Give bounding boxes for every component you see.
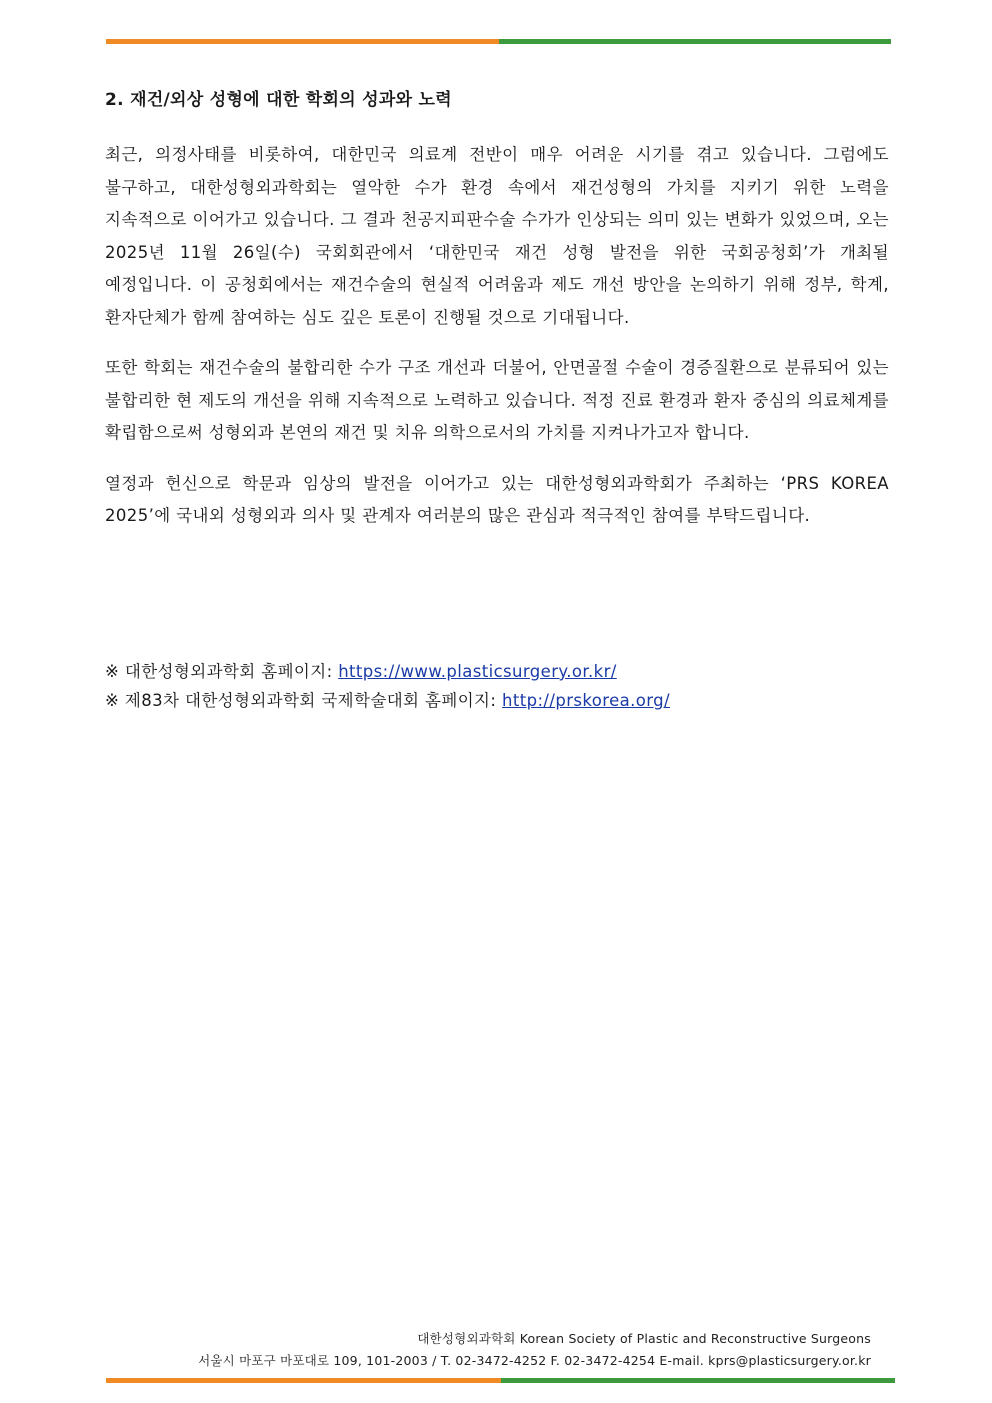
link-row-congress-prefix: ※ 제83차 대한성형외과학회 국제학술대회 홈페이지: — [105, 691, 502, 710]
paragraph-2: 또한 학회는 재건수술의 불합리한 수가 구조 개선과 더불어, 안면골절 수술이 경증질환으로 분류되어 있는 불합리한 현 제도의 개선을 위해 지속적으로 노력하고 있습니다. 적정 진료 환경과 환자 중심의 의료체계를 확립함으로써 성형외과 본연의 재건 및 치유 의학으로서의 가치를 지켜나가고자 합니다. — [105, 358, 889, 442]
link-row-society — [105, 657, 670, 686]
document-body — [105, 86, 889, 551]
bottom-rule-orange-segment — [106, 1378, 501, 1383]
top-rule-orange-segment — [106, 39, 499, 44]
link-row-society-prefix: ※ 대한성형외과학회 홈페이지: — [105, 662, 339, 681]
congress-homepage-link[interactable]: http://prskorea.org/ — [501, 691, 670, 710]
paragraph-3: 열정과 헌신으로 학문과 임상의 발전을 이어가고 있는 대한성형외과학회가 주최하는 ‘PRS KOREA 2025’에 국내외 성형외과 의사 및 관계자 여러분의 많은 관심과 적극적인 참여를 부탁드립니다. — [105, 473, 889, 525]
link-row-congress — [105, 686, 670, 715]
paragraph-1: 최근, 의정사태를 비롯하여, 대한민국 의료계 전반이 매우 어려운 시기를 겪고 있습니다. 그럼에도 불구하고, 대한성형외과학회는 열악한 수가 환경 속에서 재건성형의 가치를 지키기 위한 노력을 지속적으로 이어가고 있습니다. 그 결과 천공지피판수술 수가가 인상되는 의미 있는 변화가 있었으며, 오는 2025년 11월 26일(수) 국회회관에서 ‘대한민국 재건 성형 발전을 위한 국회공청회’가 개최될 예정입니다. 이 공청회에서는 재건수술의 현실적 어려움과 제도 개선 방안을 논의하기 위해 정부, 학계, 환자단체가 함께 참여하는 심도 깊은 토론이 진행될 것으로 기대됩니다. — [105, 145, 889, 327]
footer-contact: 서울시 마포구 마포대로 109, 101-2003 / T. 02-3472-4252 F. 02-3472-4254 E-mail. kprs@plasticsurgery.or.kr — [198, 1353, 871, 1368]
section-heading: 2. 재건/외상 성형에 대한 학회의 성과와 노력 — [105, 90, 452, 110]
society-homepage-link[interactable]: https://www.plasticsurgery.or.kr/ — [338, 662, 617, 681]
footer-organization: 대한성형외과학회 Korean Society of Plastic and Reconstructive Surgeons — [417, 1331, 871, 1346]
bottom-divider-rule — [106, 1378, 895, 1383]
top-divider-rule — [106, 39, 891, 44]
page-footer — [198, 1328, 871, 1372]
reference-links — [105, 657, 670, 715]
top-rule-green-segment — [499, 39, 892, 44]
bottom-rule-green-segment — [501, 1378, 896, 1383]
